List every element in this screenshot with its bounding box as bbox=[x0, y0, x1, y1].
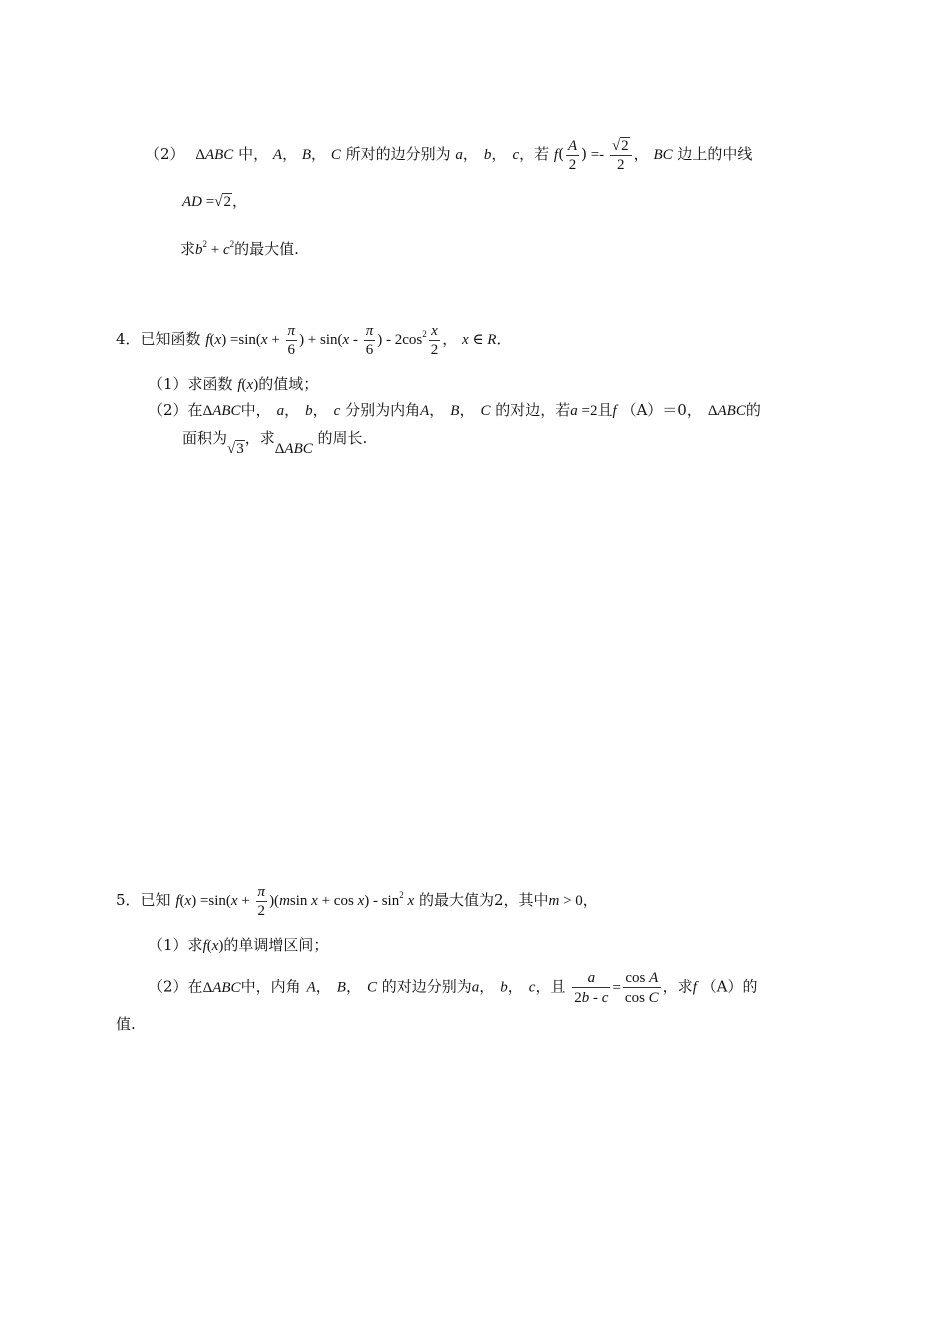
q5-stem: 5．已知 f(x) =sin(x + $\frac{\pi}{2}$ )(msin $x + \cos x) - \sin^2 x$ 的最大值为2，其中m > 0， bbox=[116, 884, 598, 919]
q5-function-formula: f(x) =sin(x + $\frac{\pi}{2}$ )(msin $x + \cos x) - \sin^2 x$ bbox=[175, 884, 415, 919]
math-b-vertex: B bbox=[301, 147, 312, 163]
q5-ratio-formula: $\frac{a}{2b - c}$ = $\frac{\text{cos A}}{\text{cos C}}$ bbox=[574, 970, 659, 1006]
q5-part1: （1）求f(x)的单调增区间； bbox=[148, 936, 329, 954]
q5-part2-line1: （2）在ΔABC中，内角 A， B， C 的对边分别为a， b， c，且 $\frac{a}{2b - c}$ = $\frac{\text{cos A}}{\text{cos C}}$ ，求f （A）的 bbox=[148, 970, 758, 1006]
q4-domain: x ∈ R bbox=[462, 332, 497, 348]
q5-last-line: 值. bbox=[116, 1015, 136, 1033]
q4-stem: 4．已知函数 f(x) =sin(x + $\frac{\pi}{6}$ ) + sin(x - $\frac{\pi}{6}$ ) - $2\cos^2$ $\frac{x}{2}$ ， x ∈ R． bbox=[116, 323, 512, 358]
median-formula: AD =√2 bbox=[182, 194, 231, 210]
q3-part2-label: （2） bbox=[145, 145, 185, 163]
q3-median-line: AD =√2， bbox=[182, 192, 247, 210]
q4-part2-line2: 面积为√3，求ΔABC 的周长. bbox=[182, 429, 368, 457]
condition-formula: f( $\frac{A}{2}$ ) =- $\frac{√2}{2}$ bbox=[554, 145, 634, 163]
q3-ask-line: 求$b^2 + c^2$的最大值. bbox=[180, 239, 299, 258]
q5-number: 5． bbox=[116, 891, 141, 909]
q4-part1: （1）求函数 f(x)的值域； bbox=[148, 375, 319, 393]
q4-function-formula: f(x) =sin(x + $\frac{\pi}{6}$ ) + sin(x - $\frac{\pi}{6}$ ) - $2\cos^2$ $\frac{x}{2}$ bbox=[205, 323, 439, 358]
math-a-vertex: A bbox=[272, 147, 283, 163]
sum-squares-formula: $b^2 + c^2$ bbox=[195, 239, 235, 258]
q4-part2-line1: （2）在ΔABC中， a， b， c 分别为内角A， B， C 的对边，若a =2且f （A）＝0， ΔABC的 bbox=[148, 401, 761, 419]
q4-number: 4． bbox=[116, 330, 141, 348]
q3-part2-line1: （2） ΔABC 中， A， B， C 所对的边分别为 a， b， c，若 f( $\frac{A}{2}$ ) =- $\frac{√2}{2}$ ， BC 边上的中线 bbox=[145, 138, 753, 173]
triangle-abc-math: ΔABC bbox=[195, 147, 234, 163]
math-c-vertex: C bbox=[330, 147, 341, 163]
